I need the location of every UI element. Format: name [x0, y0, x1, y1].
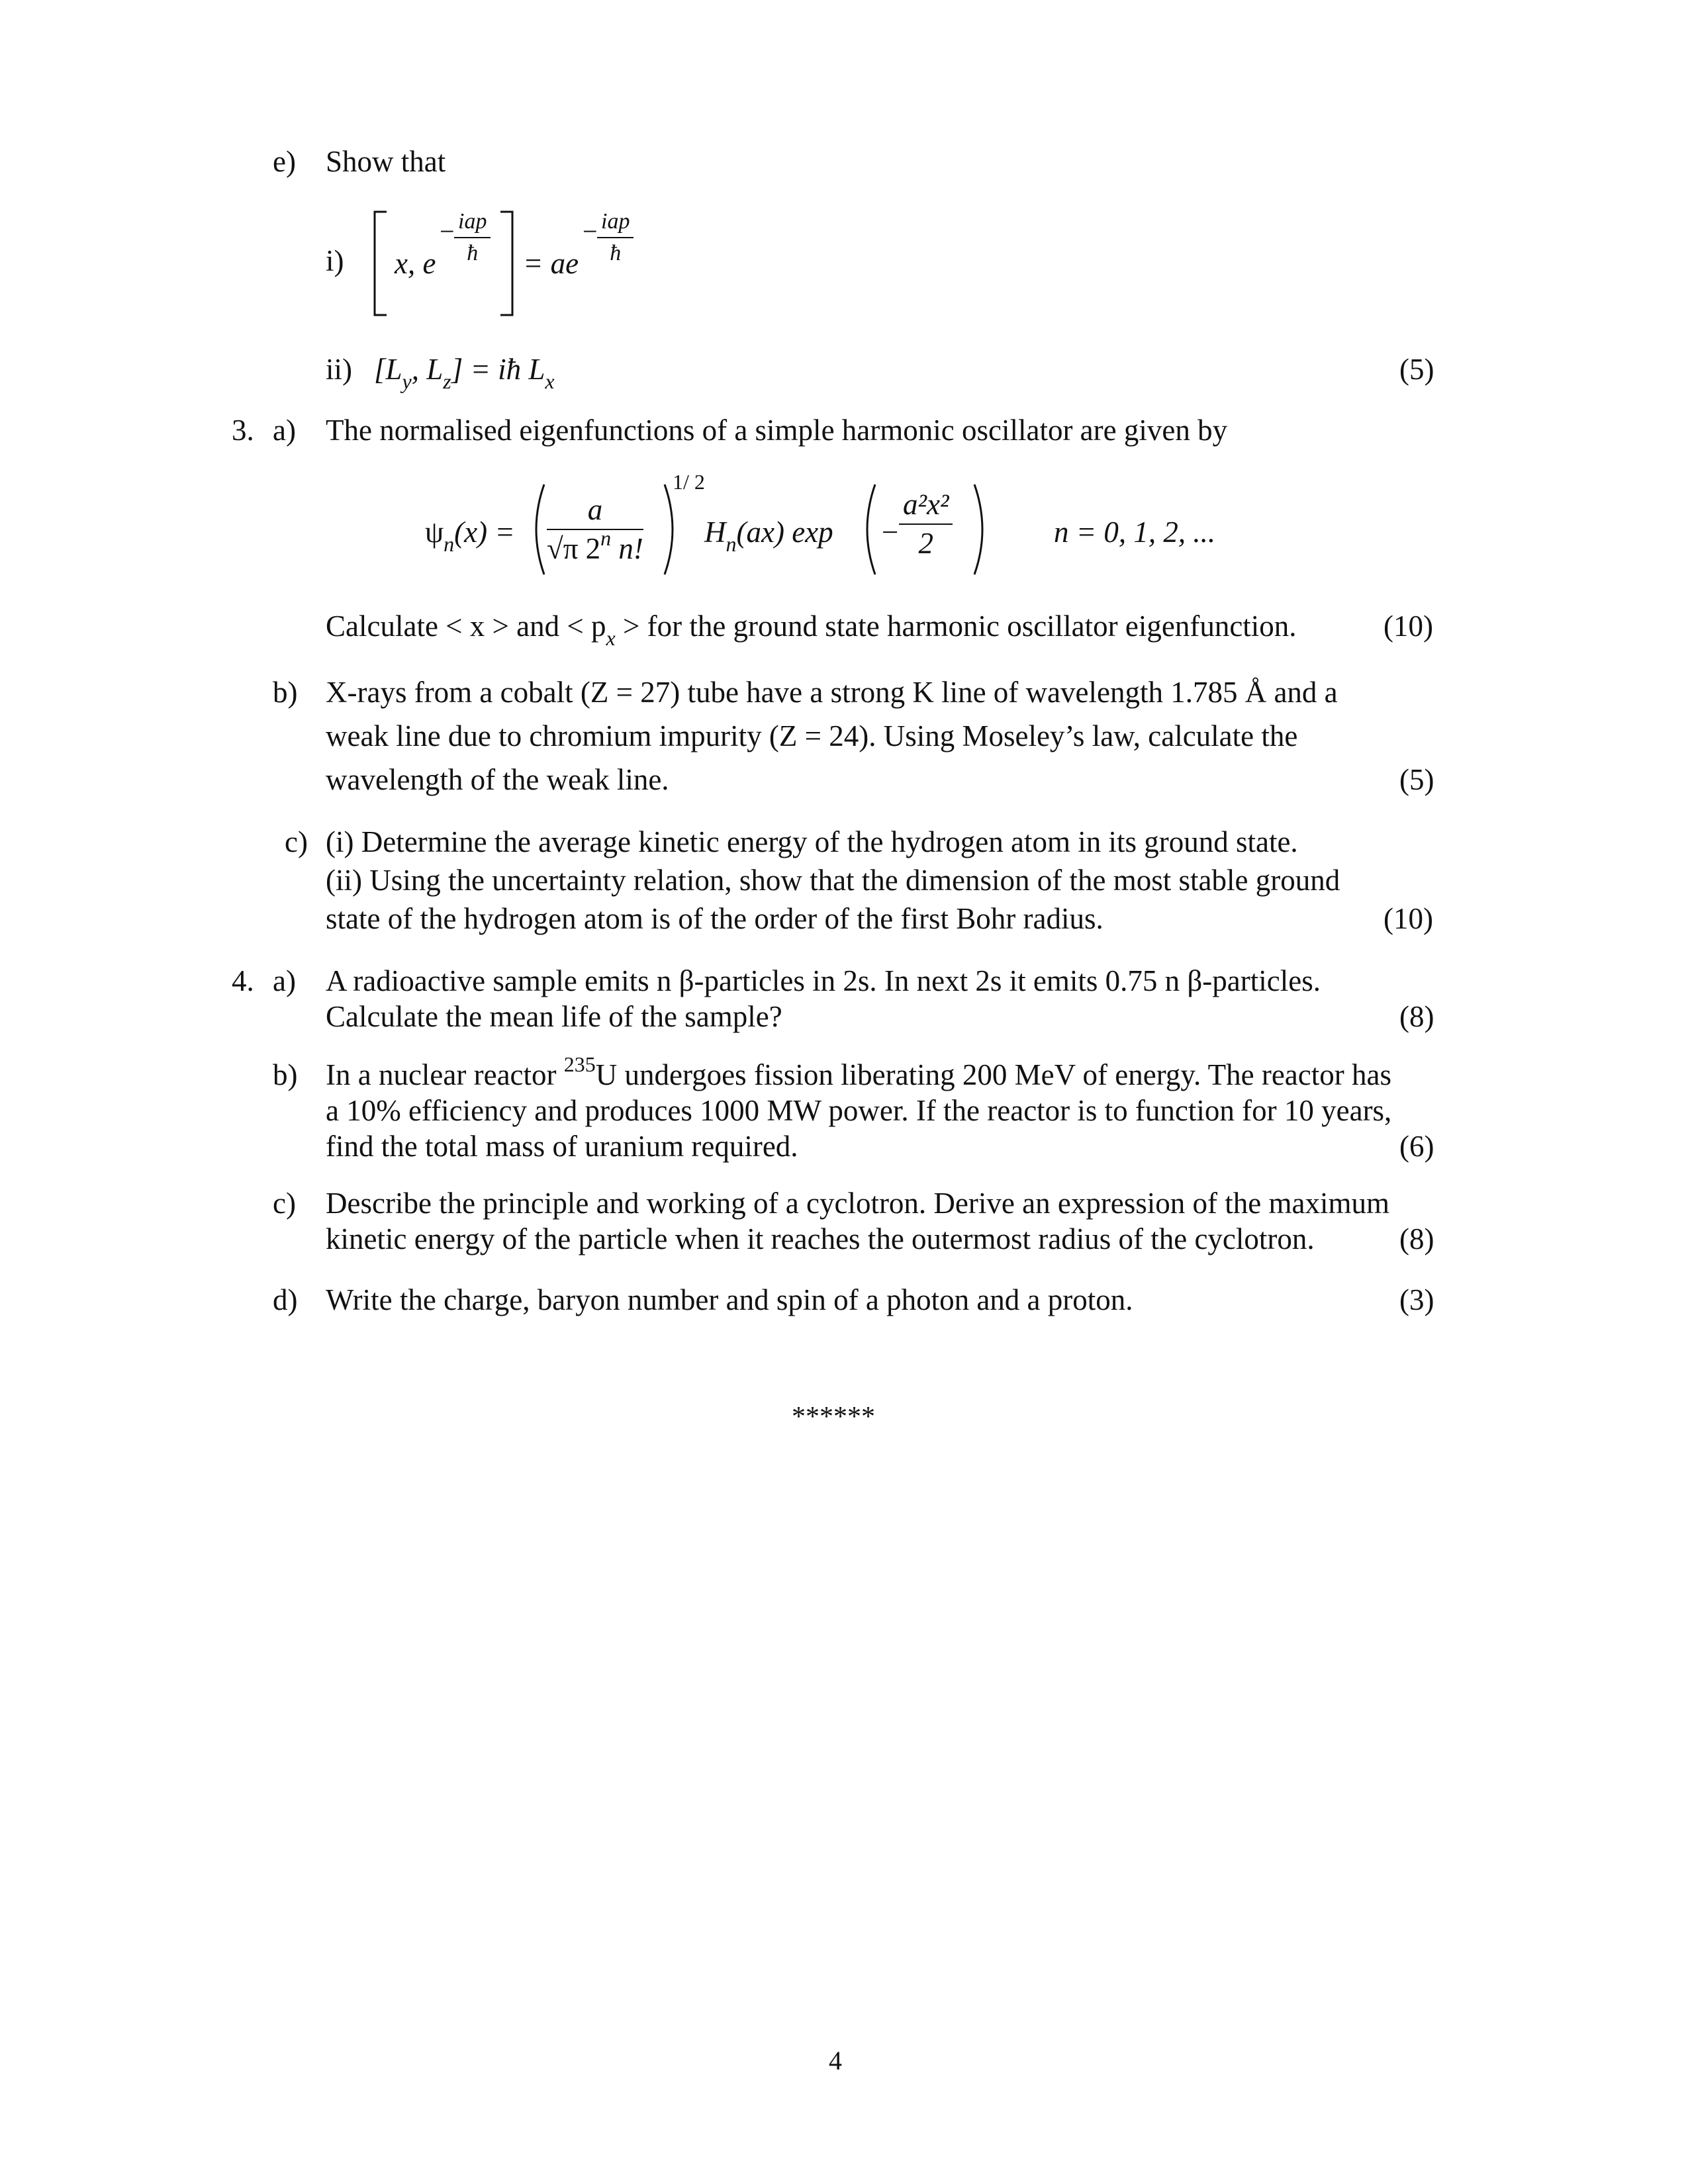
- left-paren-icon: [527, 483, 547, 576]
- exp-denominator: 2: [918, 527, 933, 560]
- q2e-i-commutator-args: x, e: [395, 247, 436, 280]
- q2e-i-rhs-exp-minus: −: [583, 216, 598, 246]
- q3c-line3: state of the hydrogen atom is of the order of the first Bohr radius.: [326, 902, 1103, 935]
- q4b-line1: In a nuclear reactor $^{235}$U undergoes fission liberating 200 MeV of energy. The reactor has: [326, 1052, 1391, 1091]
- q2e-label: e): [273, 145, 296, 178]
- q2e-i-label: i): [326, 244, 344, 277]
- q2e-ii-equation: [$L_y$, $L_z$] = iħ $L_x$: [374, 353, 555, 393]
- q4d-label: d): [273, 1283, 298, 1316]
- left-paren-icon: [858, 483, 878, 576]
- exponent-denominator: ħ: [610, 241, 622, 265]
- q4b-marks: (6): [1399, 1130, 1434, 1163]
- q2e-i-exponent-fraction: [454, 210, 491, 265]
- exp-numerator: a²x²: [899, 490, 953, 525]
- q3b-line3: wavelength of the weak line.: [326, 763, 669, 796]
- end-of-paper-mark: ******: [792, 1402, 875, 1432]
- q3a-label: a): [273, 414, 296, 447]
- left-square-bracket-icon: [372, 210, 389, 316]
- q4a-line2: Calculate the mean life of the sample?: [326, 1000, 782, 1033]
- q3c-line1: (i) Determine the average kinetic energy of the hydrogen atom in its ground state.: [326, 825, 1298, 858]
- q3c-line2: (ii) Using the uncertainty relation, show that the dimension of the most stable ground: [326, 864, 1340, 897]
- q3a-eq-exp-minus: −: [882, 516, 899, 549]
- q2e-ii-label: ii): [326, 353, 352, 386]
- exponent-numerator: iap: [597, 210, 633, 238]
- q3a-marks: (10): [1383, 610, 1433, 643]
- q4c-line1: Describe the principle and working of a cyclotron. Derive an expression of the maximum: [326, 1187, 1389, 1220]
- q2e-i-rhs-exponent-fraction: [597, 210, 633, 265]
- q4d-marks: (3): [1399, 1283, 1434, 1316]
- q3b-line2: weak line due to chromium impurity (Z = 24). Using Moseley’s law, calculate the: [326, 719, 1298, 752]
- q3a-calc: Calculate < x > and < $p_x$ > for the ground state harmonic oscillator eigenfunction.: [326, 610, 1297, 650]
- q3b-line1: X-rays from a cobalt (Z = 27) tube have a strong K line of wavelength 1.785 Å and a: [326, 676, 1338, 709]
- eq-fraction-denominator: √π 2$^n$ n!: [547, 526, 643, 565]
- q4b-label: b): [273, 1058, 298, 1091]
- q4c-label: c): [273, 1187, 296, 1220]
- eq-fraction-numerator: a: [547, 495, 643, 530]
- q4a-marks: (8): [1399, 1000, 1434, 1033]
- q4d-line1: Write the charge, baryon number and spin of a photon and a proton.: [326, 1283, 1133, 1316]
- q2e-intro: Show that: [326, 145, 446, 178]
- right-paren-icon: [662, 483, 682, 576]
- q2e-i-rhs: = ae: [523, 247, 579, 280]
- q3a-eq-lhs: $\psi_n(x)$ =: [425, 516, 515, 556]
- q3a-eq-hermite: $H_n(ax)$ exp: [704, 516, 833, 556]
- q4b-line3: find the total mass of uranium required.: [326, 1130, 798, 1163]
- q4c-marks: (8): [1399, 1222, 1434, 1255]
- q2e-marks: (5): [1399, 353, 1434, 386]
- q3a-eq-n-values: n = 0, 1, 2, ...: [1054, 516, 1216, 549]
- q3a-eq-fraction: [547, 495, 643, 564]
- page-number: 4: [829, 2046, 842, 2075]
- exponent-denominator: ħ: [467, 241, 479, 265]
- q3a-eq-power: 1/ 2: [673, 470, 705, 494]
- q3-number: 3.: [232, 414, 254, 447]
- exponent-numerator: iap: [454, 210, 491, 238]
- right-paren-icon: [972, 483, 992, 576]
- q4c-line2: kinetic energy of the particle when it reaches the outermost radius of the cyclotron.: [326, 1222, 1315, 1255]
- q2e-i-exp-minus: −: [440, 216, 455, 246]
- q3b-marks: (5): [1399, 763, 1434, 796]
- q4-number: 4.: [232, 964, 254, 997]
- q4a-line1: A radioactive sample emits n β-particles in 2s. In next 2s it emits 0.75 n β-particles.: [326, 964, 1321, 997]
- q4a-label: a): [273, 964, 296, 997]
- q3a-eq-exp-fraction: [899, 490, 953, 559]
- q3a-text: The normalised eigenfunctions of a simple harmonic oscillator are given by: [326, 414, 1228, 447]
- q3c-marks: (10): [1383, 902, 1433, 935]
- q3c-label: c): [285, 825, 308, 858]
- right-square-bracket-icon: [498, 210, 515, 316]
- q4b-line2: a 10% efficiency and produces 1000 MW power. If the reactor is to function for 10 years,: [326, 1094, 1392, 1127]
- q3b-label: b): [273, 676, 298, 709]
